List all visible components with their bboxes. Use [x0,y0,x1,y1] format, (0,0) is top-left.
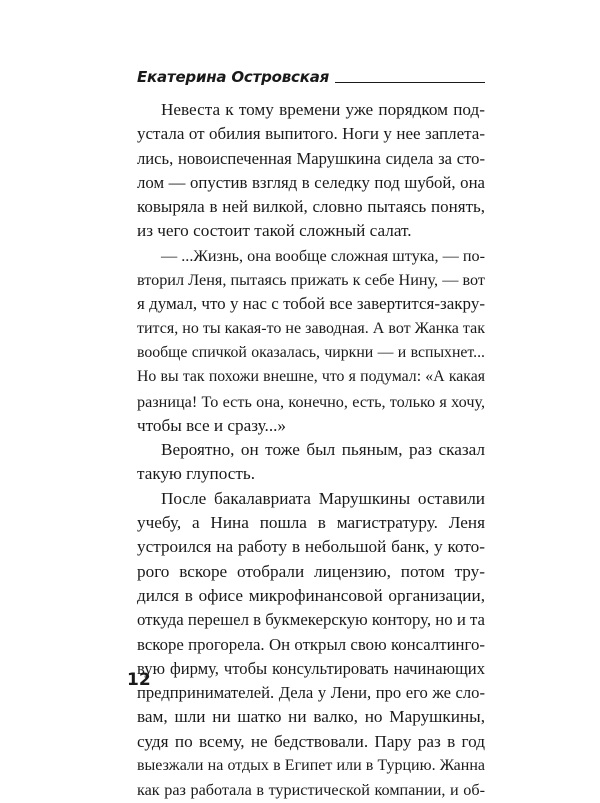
text-line: вторил Леня, пытаясь прижать к себе Нину, — вот [137,271,485,290]
text-line: как раз работала в туристической компании, и об- [137,781,485,800]
text-line: предпринимателей. Дела у Лени, про его же сло- [137,683,485,703]
author-name: Екатерина Островская [137,68,330,86]
text-line: судя по всему, не бедствовали. Пару раз в год [137,731,485,751]
text-line: чтобы все и сразу...» [137,415,287,435]
paragraph [137,98,485,244]
text-line: лись, новоиспеченная Марушкина сидела за сто- [137,148,485,168]
text-line: тится, но ты какая-то не заводная. А вот Жанка так [137,319,485,337]
header-rule [335,82,485,83]
text-line: выезжали на отдых в Египет или в Турцию. Жанна [137,757,485,775]
text-line: лом — опустив взгляд в селедку под шубой, она [137,172,485,192]
text-line: устроился на работу в небольшой банк, у кото- [137,537,485,557]
paragraph [137,487,485,803]
text-line: разница! То есть она, конечно, есть, только я хочу, [137,392,485,411]
paragraph [137,244,485,438]
body-text [137,98,485,803]
text-line: учебу, а Нина пошла в магистратуру. Леня [137,513,485,533]
text-line: устала от обилия выпитого. Ноги у нее заплета- [137,124,485,144]
text-line: дился в офисе микрофинансовой организации, [137,585,485,605]
page-number: 12 [127,670,151,690]
text-line: ковыряла в ней вилкой, словно пытаясь понять, [137,197,485,217]
text-line: вую фирму, чтобы консультировать начинающих [137,658,485,678]
text-line: Невеста к тому времени уже порядком под- [161,100,485,119]
text-line: я думал, что у нас с тобой все завертится-закру- [137,294,485,314]
text-line: вам, шли ни шатко ни валко, но Марушкины, [137,707,485,727]
text-line: вообще спичкой оказалась, чиркни — и вспыхнет... [137,343,485,361]
text-line: вскоре прогорела. Он открыл свою консалтинго- [137,634,485,654]
text-line: После бакалавриата Марушкины оставили [161,488,485,508]
text-line: из чего состоит такой сложный салат. [137,221,412,241]
text-line: рого вскоре отобрали лицензию, потом тру- [137,561,485,581]
text-line: — ...Жизнь, она вообще сложная штука, — по- [161,246,485,265]
running-head [137,66,485,86]
text-line: Вероятно, он тоже был пьяным, раз сказал [161,440,485,460]
paragraph [137,438,485,487]
text-line: такую глупость. [137,464,256,484]
text-line: Но вы так похожи внешне, что я подумал: «А какая [137,368,485,386]
text-line: откуда перешел в букмекерскую контору, но и та [137,610,486,630]
